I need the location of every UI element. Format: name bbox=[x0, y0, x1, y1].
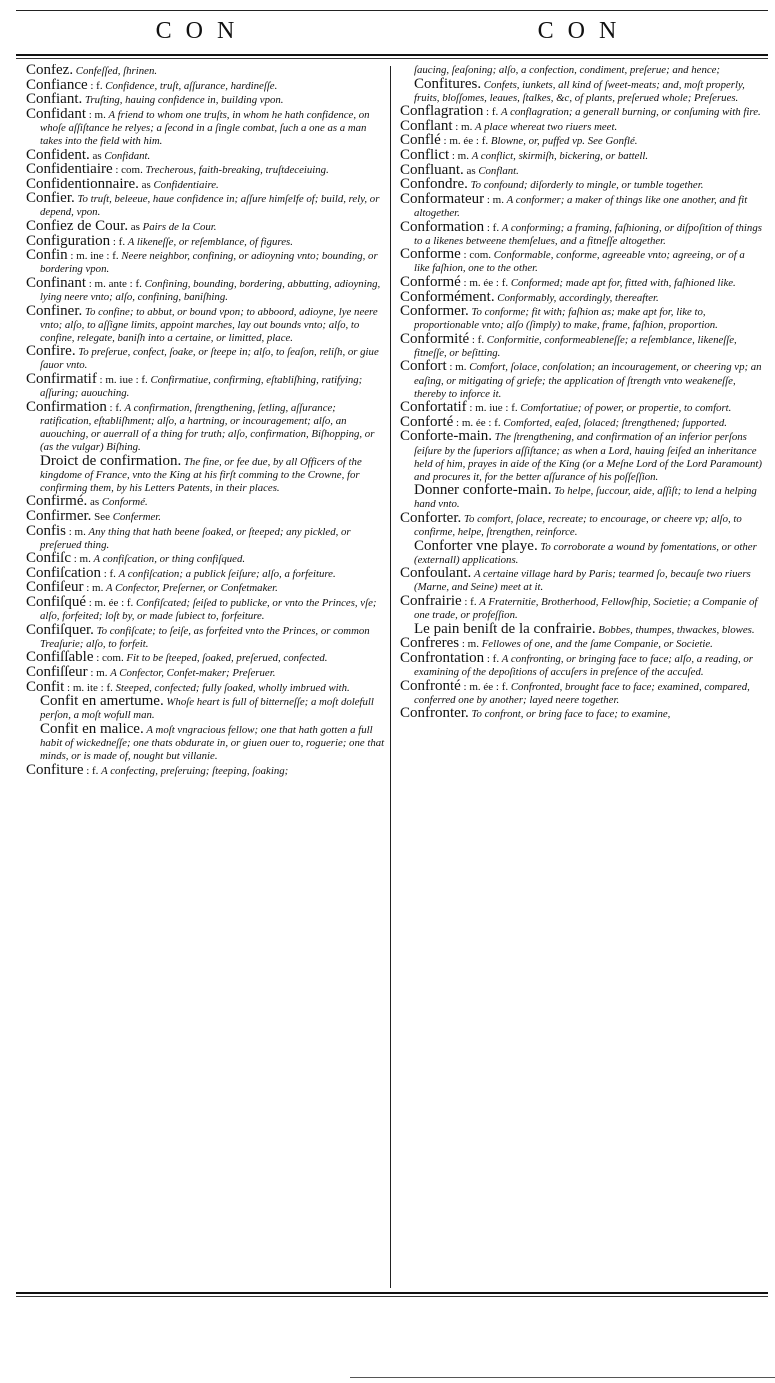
headword: Confronté bbox=[400, 677, 461, 694]
headword: Confit bbox=[26, 678, 65, 695]
dictionary-entry bbox=[26, 452, 388, 495]
grammar-label: as bbox=[466, 164, 476, 177]
definition: ſaucing, ſeaſoning; alſo, a confection, condiment, preſerue; and hence; bbox=[414, 64, 721, 76]
definition: Whoſe heart is full of bitterneſſe; a moſt dolefull perſon, a moſt wofull man. bbox=[40, 696, 374, 722]
definition: Conformé. bbox=[101, 496, 148, 509]
headword: Confident. bbox=[26, 146, 90, 163]
grammar-label: : f. bbox=[486, 221, 500, 234]
headword: Confiſſeur bbox=[26, 664, 88, 681]
grammar-label: : m. bbox=[68, 525, 86, 538]
dictionary-entry bbox=[400, 134, 762, 148]
headword: Conformité bbox=[400, 330, 470, 347]
definition: Pairs de la Cour. bbox=[142, 221, 217, 234]
grammar-label: : f. bbox=[103, 567, 116, 580]
dictionary-entry bbox=[400, 330, 762, 360]
headword: Conformer. bbox=[400, 303, 469, 320]
grammar-label: : m. bbox=[455, 120, 473, 133]
definition: Confets, iunkets, all kind of ſweet-meats; and, moſt properly, fruits, bloſſomes, leaues, ſtalkes, &c, of plants, preſerued whole; Preſerues. bbox=[414, 78, 745, 104]
grammar-label: : f. bbox=[112, 235, 126, 248]
definition: Confidentiaire. bbox=[153, 178, 219, 191]
definition: A confiſcation, or thing confiſqued. bbox=[93, 553, 246, 566]
headword: Confronter. bbox=[400, 705, 469, 722]
dictionary-entry bbox=[26, 522, 388, 552]
definition: A confirmation, ſtrengthening, ſetling, aſſurance; ratification, eſtabliſhment; alſo, a hartning, or incouragement; alſo, an auouching, or auerrall of a thing for truth; alſo, confirmation, Biſhopping, or (as the vulgar) Biſhing. bbox=[40, 401, 375, 454]
definition: A conformer; a maker of things like one another, and fit altogether. bbox=[414, 193, 748, 219]
definition: To confound; diſorderly to mingle, or tumble together. bbox=[470, 179, 704, 192]
definition: A confecting, preſeruing; ſteeping, ſoaking; bbox=[101, 764, 289, 777]
grammar-label: : m. bbox=[486, 193, 504, 206]
header-rule bbox=[16, 54, 768, 56]
headword: Confirmatif bbox=[26, 371, 97, 388]
dictionary-entry bbox=[26, 761, 388, 778]
dictionary-entry bbox=[400, 512, 762, 539]
definition: The fine, or fee due, by all Officers of the kingdome of France, vnto the King at his firſt comming to the Crowne, for confirming them, by his Letters Patents, in their places. bbox=[40, 455, 362, 494]
headword: Conformation bbox=[400, 218, 485, 235]
dictionary-entry bbox=[400, 401, 762, 415]
definition: Confirmatiue, confirming, eſtabliſhing, ratifying; aſſuring; auouching. bbox=[40, 374, 363, 400]
definition: To preſerue, confect, ſoake, or ſteepe in; alſo, to ſeaſon, reliſh, or giue ſauor vnto. bbox=[40, 346, 379, 372]
headword: Confrontation bbox=[400, 649, 485, 666]
headword: Confirmé. bbox=[26, 493, 88, 510]
left-column bbox=[26, 64, 388, 1286]
dictionary-entry bbox=[26, 302, 388, 345]
grammar-label: : m. ite : f. bbox=[67, 681, 113, 694]
definition: Conflant. bbox=[478, 164, 519, 177]
dictionary-entry bbox=[26, 192, 388, 219]
dictionary-entry bbox=[400, 117, 762, 134]
headword: Configuration bbox=[26, 232, 111, 249]
footer-rule bbox=[16, 1292, 768, 1294]
definition: Any thing that hath beene ſoaked, or ſteeped; any pickled, or preſerued thing. bbox=[40, 525, 351, 551]
definition: Confeſſed, ſhrinen. bbox=[75, 65, 158, 77]
headword: Confidentiaire bbox=[26, 161, 113, 178]
headword: Confiſcation bbox=[26, 564, 101, 581]
running-head-left: CON bbox=[155, 18, 249, 44]
definition: To confront, or bring face to face; to examine, bbox=[471, 708, 671, 721]
definition: Conformed; made apt for, fitted with, faſhioned like. bbox=[510, 276, 736, 289]
definition: Blowne, or, puffed vp. See Gonflé. bbox=[490, 135, 638, 148]
headword: Confidant bbox=[26, 105, 86, 122]
headword: Confiſſable bbox=[26, 649, 94, 666]
dictionary-entry bbox=[400, 360, 762, 400]
definition: A Confector, Preſerner, or Confetmaker. bbox=[106, 582, 278, 595]
headword: Confortatif bbox=[400, 399, 467, 416]
definition: Bobbes, thumpes, thwackes, blowes. bbox=[598, 623, 755, 636]
dictionary-entry bbox=[400, 218, 762, 248]
definition: Comfort, ſolace, conſolation; an incouragement, or cheering vp; an eaſing, or mitigating of griefe; the application of ſtrength vnto weakeneſſe, thereby to inforce it. bbox=[414, 361, 762, 400]
headword: Confiſc bbox=[26, 550, 71, 567]
grammar-label: : m. iue : f. bbox=[469, 402, 518, 415]
dictionary-entry bbox=[26, 345, 388, 372]
headword: Conformément. bbox=[400, 288, 495, 305]
definition: Confining, bounding, bordering, abbutting, adioyning, lying neere vnto; alſo, confining, baniſhing. bbox=[40, 277, 381, 303]
grammar-label: : m. ée : f. bbox=[463, 276, 509, 289]
footer-rule-thin bbox=[16, 1296, 768, 1297]
grammar-label: : m. bbox=[449, 361, 467, 374]
dictionary-entry bbox=[400, 567, 762, 594]
definition: Confronted, brought face to face; examined, compared, conferred one by another; layed neere together. bbox=[414, 680, 750, 706]
definition: The ſtrengthening, and confirmation of an inferior perſons ſeiſure by the ſuperiors aſſiſtance; as when a Lord, hauing ſeiſed an inheritance held of him, prayes in aide of the King (or a Meſne Lord of the Lord Paramount) and procures it, for the better aſſurance of his poſſeſſion. bbox=[414, 431, 762, 483]
headword: Confier. bbox=[26, 190, 75, 207]
definition: A friend to whom one truſts, in whom he hath confidence, on whoſe aſſiſtance he relyes; a ſecond in a ſingle combat, ſuch a one as a man takes into the field with him. bbox=[40, 108, 370, 147]
definition: Conformably, accordingly, thereafter. bbox=[497, 291, 659, 304]
grammar-label: : m. bbox=[451, 150, 469, 163]
definition: Truſting, hauing confidence in, building vpon. bbox=[84, 94, 284, 107]
headword: Confiant. bbox=[26, 91, 83, 108]
dictionary-entry bbox=[26, 105, 388, 148]
header-rule-thin bbox=[16, 58, 768, 59]
grammar-label: : m. bbox=[461, 638, 479, 651]
headword: Confirmation bbox=[26, 398, 107, 415]
definition: A Fraternitie, Brotherhood, Fellowſhip, Societie; a Companie of one trade, or profeſſion. bbox=[414, 596, 758, 622]
headword: Confit en amertume. bbox=[40, 693, 164, 710]
headword: Confin bbox=[26, 247, 68, 264]
headword: Confiner. bbox=[26, 302, 83, 319]
grammar-label: : com. bbox=[115, 164, 143, 177]
grammar-label: : m. iue : f. bbox=[99, 374, 148, 387]
definition: A conforming; a framing, faſhioning, or diſpoſition of things to a likenes betweene themſelues, and a fitneſſe altogether. bbox=[414, 221, 762, 247]
definition: Confidant. bbox=[104, 149, 151, 162]
dictionary-page bbox=[16, 10, 768, 1298]
headword: Conflagration bbox=[400, 103, 484, 120]
headword: Conformateur bbox=[400, 190, 485, 207]
definition: To confiſcate; to ſeiſe, as forfeited vnto the Princes, or common Treaſurie; alſo, to forfeit. bbox=[40, 624, 370, 650]
grammar-label: as bbox=[130, 221, 140, 234]
dictionary-entry bbox=[26, 249, 388, 276]
headword: Confiſquer. bbox=[26, 621, 94, 638]
definition: Trecherous, faith-breaking, truſtdeceiuing. bbox=[145, 164, 329, 177]
headword: Confidentionnaire. bbox=[26, 175, 139, 192]
definition: A confronting, or bringing face to face; alſo, a reading, or examining of the depoſitions of accuſers in preſence of the accuſed. bbox=[414, 652, 754, 679]
definition: A place whereat two riuers meet. bbox=[475, 120, 618, 133]
headword: Confit en malice. bbox=[40, 720, 144, 737]
dictionary-entry bbox=[400, 484, 762, 511]
grammar-label: : com. bbox=[96, 652, 124, 665]
headword: Donner conforte-main. bbox=[414, 482, 552, 499]
grammar-label: : m. ante : f. bbox=[88, 277, 142, 290]
grammar-label: : m. ée : f. bbox=[456, 416, 501, 429]
scan-edge-line bbox=[350, 1377, 775, 1378]
definition: Confermer. bbox=[112, 511, 161, 523]
headword: Confiance bbox=[26, 76, 88, 93]
dictionary-entry bbox=[26, 621, 388, 651]
dictionary-entry bbox=[400, 105, 762, 119]
grammar-label: : f. bbox=[86, 764, 99, 777]
headword: Conforte-main. bbox=[400, 428, 493, 445]
headword: Conflant bbox=[400, 117, 453, 134]
definition: A moſt vngracious fellow; one that hath gotten a full habit of wickedneſſe; one thats obdurate in, or giuen ouer to, roguerie; one that minds, or is made of, nought but villanie. bbox=[40, 723, 385, 763]
grammar-label: See bbox=[94, 511, 110, 523]
dictionary-entry bbox=[26, 175, 388, 192]
definition: Confidence, truſt, aſſurance, hardineſſe. bbox=[105, 79, 278, 92]
definition: To conforme; fit with; faſhion as; make apt for, like to, proportionable vnto; alſo (ſimply) to make, frame, faſhion, proportion. bbox=[414, 306, 718, 332]
dictionary-entry bbox=[400, 430, 762, 483]
dictionary-entry bbox=[400, 707, 762, 721]
dictionary-entry bbox=[400, 75, 762, 105]
definition: Conformitie, conformeableneſſe; a reſemblance, likeneſſe, fitneſſe, or beſitting. bbox=[414, 333, 737, 359]
dictionary-entry bbox=[400, 248, 762, 275]
headword: Confondre. bbox=[400, 176, 468, 193]
headword: Conflé bbox=[400, 132, 441, 149]
headword: Droict de confirmation. bbox=[40, 452, 182, 469]
running-head-right: CON bbox=[537, 18, 631, 44]
grammar-label: : m. ine : f. bbox=[70, 250, 119, 263]
definition: Comforted, eaſed, ſolaced; ſtrengthened; ſupported. bbox=[503, 416, 727, 429]
dictionary-entry bbox=[400, 649, 762, 679]
headword: Confluant. bbox=[400, 161, 464, 178]
headword: Conflict bbox=[400, 147, 450, 164]
dictionary-entry bbox=[26, 666, 388, 680]
definition: Fit to be ſteeped, ſoaked, preſerued, confected. bbox=[126, 652, 328, 665]
headword: Confirmer. bbox=[26, 508, 92, 524]
definition: Neere neighbor, confining, or adioyning vnto; bounding, or bordering vpon. bbox=[40, 250, 378, 276]
grammar-label: : com. bbox=[463, 249, 492, 262]
headword: Confiſeur bbox=[26, 579, 84, 596]
headword: Confis bbox=[26, 522, 67, 539]
headword: Confiez de Cour. bbox=[26, 218, 129, 235]
dictionary-entry bbox=[26, 373, 388, 400]
definition: A certaine village hard by Paris; tearmed ſo, becauſe two riuers (Marne, and Seine) meet at it. bbox=[414, 568, 751, 594]
definition: Conformable, conforme, agreeable vnto; agreeing, or of a like faſhion, one to the other. bbox=[414, 249, 745, 275]
grammar-label: : m. bbox=[90, 667, 108, 680]
dictionary-entry bbox=[400, 677, 762, 707]
headword: Conforter. bbox=[400, 510, 462, 526]
headword: Confiſqué bbox=[26, 594, 86, 611]
headword: Confinant bbox=[26, 274, 86, 291]
headword: Confez. bbox=[26, 64, 74, 78]
headword: Confire. bbox=[26, 343, 76, 360]
grammar-label: : f. bbox=[464, 596, 477, 609]
grammar-label: : m. bbox=[86, 582, 104, 595]
headword: Confort bbox=[400, 358, 447, 375]
definition: To truſt, beleeue, haue confidence in; aſſure himſelfe of; build, rely, or depend, vpon. bbox=[40, 193, 380, 219]
definition: Comfortatiue; of power, or propertie, to comfort. bbox=[520, 402, 732, 415]
right-column bbox=[400, 64, 762, 1286]
grammar-label: : f. bbox=[471, 333, 485, 346]
definition: A conflagration; a generall burning, or conſuming with fire. bbox=[500, 106, 761, 119]
grammar-label: as bbox=[92, 149, 102, 162]
headword: Conforter vne playe. bbox=[414, 537, 538, 554]
grammar-label: : m. ée : f. bbox=[463, 680, 509, 693]
definition: Steeped, confected; fully ſoaked, wholly imbrued with. bbox=[115, 681, 350, 694]
grammar-label: : f. bbox=[486, 106, 499, 119]
grammar-label: : f. bbox=[90, 79, 103, 92]
dictionary-entry bbox=[400, 537, 762, 567]
dictionary-entry bbox=[26, 398, 388, 454]
definition: To comfort, ſolace, recreate; to encourage, or cheere vp; alſo, to confirme, helpe, ſtrengthen, reinforce. bbox=[414, 513, 742, 539]
dictionary-entry bbox=[400, 305, 762, 332]
dictionary-entry bbox=[26, 274, 388, 304]
dictionary-entry bbox=[26, 596, 388, 623]
dictionary-entry bbox=[26, 695, 388, 722]
grammar-label: : m. ée : f. bbox=[88, 597, 134, 610]
grammar-label: : m. ée : f. bbox=[443, 135, 489, 148]
headword: Confitures. bbox=[414, 75, 482, 92]
dictionary-entry bbox=[26, 510, 388, 524]
headword: Conforté bbox=[400, 413, 454, 430]
definition: Fellowes of one, and the ſame Companie, or Societie. bbox=[481, 638, 713, 651]
definition: To corroborate a wound by fomentations, or other (externall) applications. bbox=[414, 540, 757, 566]
definition: A likeneſſe, or reſemblance, of figures. bbox=[127, 235, 293, 248]
headword: Confreres bbox=[400, 635, 460, 652]
headword: Confrairie bbox=[400, 593, 462, 610]
dictionary-entry bbox=[400, 595, 762, 622]
grammar-label: as bbox=[89, 496, 100, 509]
headword: Le pain beniſt de la confrairie. bbox=[414, 620, 596, 637]
dictionary-entry bbox=[400, 190, 762, 220]
definition: A Confector, Confet-maker; Preſeruer. bbox=[110, 667, 276, 680]
grammar-label: : m. bbox=[88, 108, 106, 121]
dictionary-entry bbox=[26, 232, 388, 249]
headword: Confoulant. bbox=[400, 565, 472, 582]
headword: Confiture bbox=[26, 761, 84, 778]
header-top-rule bbox=[16, 10, 768, 11]
dictionary-entry bbox=[26, 720, 388, 763]
headword: Conformé bbox=[400, 273, 461, 290]
definition: A confiſcation; a publick ſeiſure; alſo, a forfeiture. bbox=[118, 567, 336, 580]
definition: To confine; to abbut, or bound vpon; to abboord, adioyne, lye neere vnto; alſo, to aſſigne limits, appoint marches, lay out bounds vnto; alſo, to confine, relegate, baniſh into a certaine, or limitted, place. bbox=[40, 305, 378, 344]
column-divider bbox=[390, 66, 391, 1288]
definition: To helpe, ſuccour, aide, aſſiſt; to lend a helping hand vnto. bbox=[414, 485, 757, 511]
definition: Confiſcated; ſeiſed to publicke, or vnto the Princes, vſe; alſo, forfeited; loſt by, or made ſubiect to, forfeiture. bbox=[40, 597, 377, 623]
grammar-label: as bbox=[141, 178, 151, 191]
grammar-label: : m. bbox=[73, 553, 91, 566]
grammar-label: : f. bbox=[486, 652, 500, 665]
definition: A conflict, skirmiſh, bickering, or battell. bbox=[471, 150, 649, 163]
headword: Conforme bbox=[400, 246, 461, 263]
grammar-label: : f. bbox=[109, 401, 122, 414]
